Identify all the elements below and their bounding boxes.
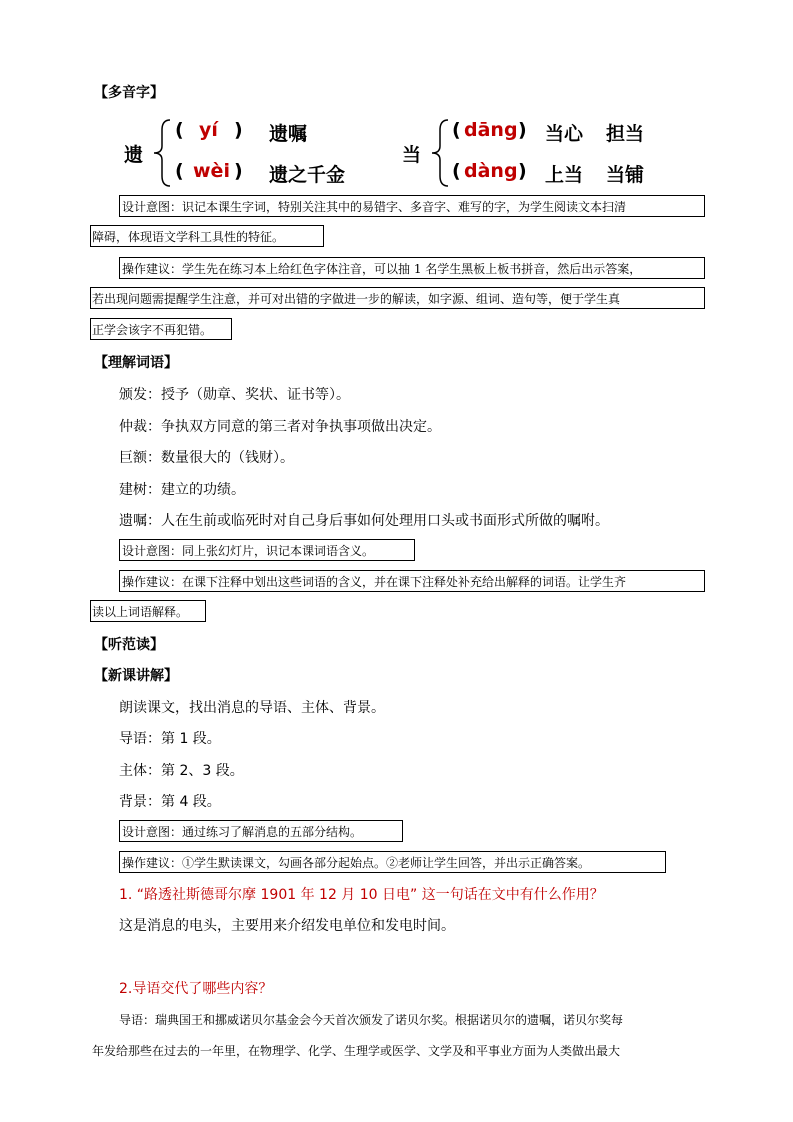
section-heading-polyphonic: 【多音字】: [94, 85, 164, 101]
pinyin: dāng: [464, 119, 518, 141]
operation-line: 读以上词语解释。: [92, 605, 189, 619]
example-word: 遗嘱: [269, 123, 308, 145]
answer-text: 年发给那些在过去的一年里，在物理学、化学、生理学或医学、文学及和平事业方面为人类做出最大: [92, 1044, 621, 1058]
design-intent-line: 障碍，体现语文学科工具性的特征。: [92, 230, 285, 244]
vocab-item: 遗嘱：人在生前或临死时对自己身后事如何处理用口头或书面形式所做的嘱咐。: [119, 513, 609, 529]
vocab-item: 建树：建立的功绩。: [119, 482, 245, 498]
vocab-item: 颁发：授予（勋章、奖状、证书等）。: [119, 387, 350, 403]
example-word: 上当: [545, 164, 584, 186]
section-heading-new-lesson: 【新课讲解】: [94, 668, 178, 684]
vocab-item: 巨额：数量很大的（钱财）。: [119, 450, 294, 466]
operation-line: 操作建议：在课下注释中划出这些词语的含义，并在课下注释处补充给出解释的词语。让学生齐: [122, 575, 627, 589]
answer-text: 导语：瑞典国王和挪威诺贝尔基金会今天首次颁发了诺贝尔奖。根据诺贝尔的遗嘱，诺贝尔奖每: [119, 1013, 624, 1027]
polyphonic-char: 当: [402, 144, 422, 166]
operation-line: 操作建议：学生先在练习本上给红色字体注音，可以抽 1 名学生黑板上板书拼音，然后出示答案，: [122, 262, 642, 276]
close-paren: ): [234, 119, 243, 141]
question-text: 1. “路透社斯德哥尔摩 1901 年 12 月 10 日电” 这一句话在文中有什么作用？: [119, 887, 604, 903]
close-paren: ): [234, 160, 243, 182]
close-paren: ): [518, 119, 527, 141]
pinyin: wèi: [193, 160, 230, 182]
polyphonic-char: 遗: [124, 144, 144, 166]
vocab-item: 仲裁：争执双方同意的第三者对争执事项做出决定。: [119, 419, 441, 435]
question-text: 2.导语交代了哪些内容？: [119, 981, 273, 997]
pinyin: dàng: [464, 160, 518, 182]
operation-line: 正学会该字不再犯错。: [92, 323, 213, 337]
design-intent-line: 设计意图：同上张幻灯片，识记本课词语含义。: [122, 544, 375, 558]
lesson-item: 朗读课文，找出消息的导语、主体、背景。: [119, 700, 385, 716]
open-paren: (: [452, 119, 461, 141]
pinyin: yí: [199, 119, 218, 141]
example-word: 当铺: [606, 164, 645, 186]
open-paren: (: [175, 119, 184, 141]
example-word: 担当: [606, 123, 645, 145]
left-brace-icon: [150, 118, 174, 188]
example-word: 遗之千金: [269, 164, 346, 186]
left-brace-icon: [428, 118, 452, 188]
operation-line: 操作建议：①学生默读课文，勾画各部分起始点。②老师让学生回答，并出示正确答案。: [122, 856, 591, 870]
answer-text: 这是消息的电头，主要用来介绍发电单位和发电时间。: [119, 918, 455, 934]
lesson-item: 背景：第 4 段。: [119, 794, 221, 810]
example-word: 当心: [545, 123, 584, 145]
lesson-item: 导语：第 1 段。: [119, 731, 221, 747]
close-paren: ): [518, 160, 527, 182]
open-paren: (: [175, 160, 184, 182]
design-intent-line: 设计意图：识记本课生字词，特别关注其中的易错字、多音字、难写的字，为学生阅读文本扫清: [122, 200, 627, 214]
design-intent-line: 设计意图：通过练习了解消息的五部分结构。: [122, 825, 363, 839]
section-heading-listen: 【听范读】: [94, 637, 164, 653]
operation-line: 若出现问题需提醒学生注意，并可对出错的字做进一步的解读，如字源、组词、造句等，便于学生真: [92, 292, 621, 306]
section-heading-vocabulary: 【理解词语】: [94, 355, 178, 371]
open-paren: (: [452, 160, 461, 182]
lesson-item: 主体：第 2、3 段。: [119, 763, 244, 779]
